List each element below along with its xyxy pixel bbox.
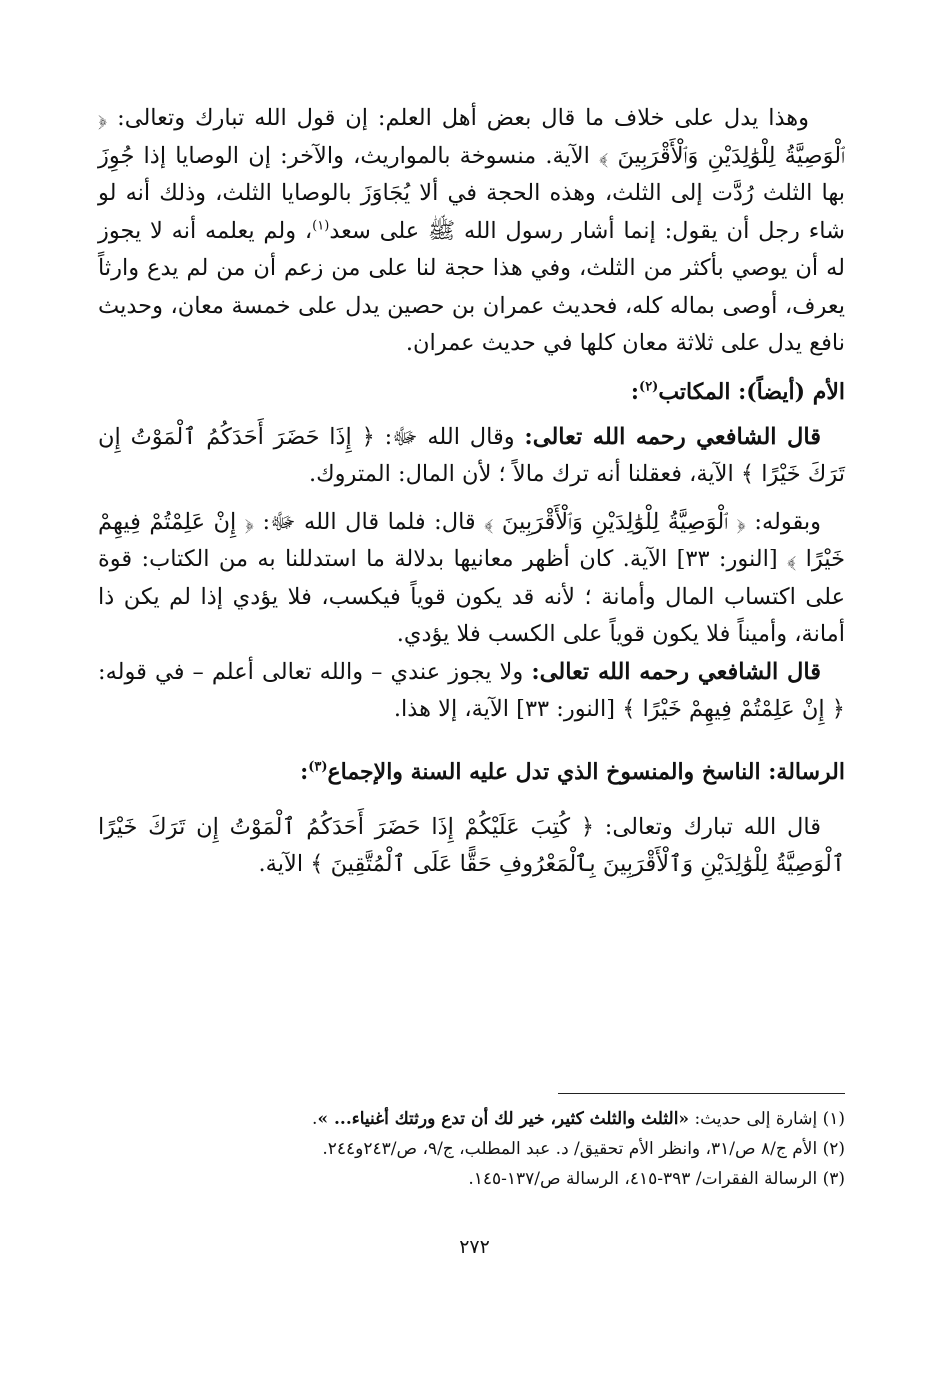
- heading-colon: :: [300, 758, 309, 785]
- paragraph-5: [98, 809, 845, 884]
- heading-text: الأم (أيضاً): المكاتب: [658, 378, 845, 405]
- page-number: ٢٧٢: [459, 1236, 490, 1258]
- paragraph-2-text: وقال الله ﷻ: ﴿ إِذَا حَضَرَ أَحَدَكُمُ ٱلْمَوْتُ إِن تَرَكَ خَيْرًا ﴾ الآية، فعقلنا أنه ترك مالاً ؛ لأن المال: المتروك.: [98, 423, 845, 487]
- footnote-3: (٣) الرسالة الفقرات/ ٣٩٣-٤١٥، الرسالة ص/١٣٧-١٤٥.: [468, 1169, 845, 1189]
- paragraph-1: [98, 100, 845, 363]
- page-body: [98, 100, 845, 884]
- footnotes: [98, 1104, 845, 1194]
- paragraph-5-text: قال الله تبارك وتعالى: ﴿ كُتِبَ عَلَيْكُمْ إِذَا حَضَرَ أَحَدَكُمُ ٱلْمَوْتُ إِن تَرَكَ خَيْرًا ٱلْوَصِيَّةُ لِلْوَٰلِدَيْنِ وَٱلْأَقْرَبِينَ بِٱلْمَعْرُوفِ حَقًّا عَلَى ٱلْمُتَّقِينَ ﴾ الآية.: [98, 813, 845, 877]
- footnote-ref-3[interactable]: (٣): [308, 759, 328, 775]
- paragraph-3: [98, 504, 845, 654]
- paragraph-3-text: وبقوله: ﴿ ٱلْوَصِيَّةُ لِلْوَٰلِدَيْنِ وَٱلْأَقْرَبِينَ ﴾ قال: فلما قال الله ﷻ: ﴿ إِنْ عَلِمْتُمْ فِيهِمْ خَيْرًا ﴾ [النور: ٣٣] الآية. كان أظهر معانيها بدلالة ما استدللنا به من الكتاب: قوة على اكتساب المال وأمانة ؛ لأنه قد يكون قوياً فيكسب، فلا يؤدي إذا لم يكن ذا أمانة، وأميناً فلا يكون قوياً على الكسب فلا يؤدي.: [98, 508, 845, 647]
- footnote-1-text: (١) إشارة إلى حديث:: [689, 1109, 845, 1129]
- footnote-1: [98, 1104, 845, 1134]
- paragraph-2: [98, 419, 845, 494]
- speaker-label: قال الشافعي رحمه الله تعالى:: [531, 658, 821, 685]
- footnote-2: (٢) الأم ج/٨ ص/٣١، وانظر الأم تحقيق/ د. عبد المطلب، ج/٩، ص/٢٤٣و٢٤٤.: [322, 1139, 845, 1159]
- paragraph-4-text: ولا يجوز عندي – والله تعالى أعلم – في قوله: ﴿ إِنْ عَلِمْتُمْ فِيهِمْ خَيْرًا ﴾ [النور: ٣٣] الآية، إلا هذا.: [98, 658, 845, 722]
- paragraph-4: [98, 654, 845, 729]
- paragraph-1-text-end: ، ولم يعلمه أنه لا يجوز له أن يوصي بأكثر من الثلث، وفي هذا حجة لنا على من زعم أن من لم يدع وارثاً يعرف، أوصى بماله كله، فحديث عمران بن حصين يدل على خمسة معان، وحديث نافع يدل على ثلاثة معان كلها في حديث عمران.: [98, 217, 845, 356]
- speaker-label: قال الشافعي رحمه الله تعالى:: [524, 423, 821, 450]
- heading-colon: :: [630, 378, 640, 405]
- footnote-1-end: .: [312, 1109, 318, 1129]
- section-heading-al-risala: [98, 753, 845, 791]
- paragraph-1-text: وهذا يدل على خلاف ما قال بعض أهل العلم: إن قول الله تبارك وتعالى: ﴿ ٱلْوَصِيَّةُ لِلْوَٰلِدَيْنِ وَٱلْأَقْرَبِينَ ﴾ الآية. منسوخة بالمواريث، والآخر: إن الوصايا إذا جُوِزَ بها الثلث رُدَّت إلى الثلث، وهذه الحجة في ألا يُجَاوَزَ بالوصايا الثلث، وذلك أنه لو شاء رجل أن يقول: إنما أشار رسول الله ﷺ على سعد: [98, 105, 845, 244]
- footnote-divider: [558, 1093, 845, 1094]
- footnote-1-quote: «الثلث والثلث كثير، خير لك أن تدع ورثتك أغنياء... »: [317, 1109, 690, 1129]
- heading-text: الرسالة: الناسخ والمنسوخ الذي تدل عليه السنة والإجماع: [327, 758, 845, 785]
- footnote-ref-2[interactable]: (٢): [639, 379, 659, 395]
- footnote-ref-1[interactable]: (١): [312, 218, 330, 233]
- section-heading-al-umm: [98, 373, 845, 411]
